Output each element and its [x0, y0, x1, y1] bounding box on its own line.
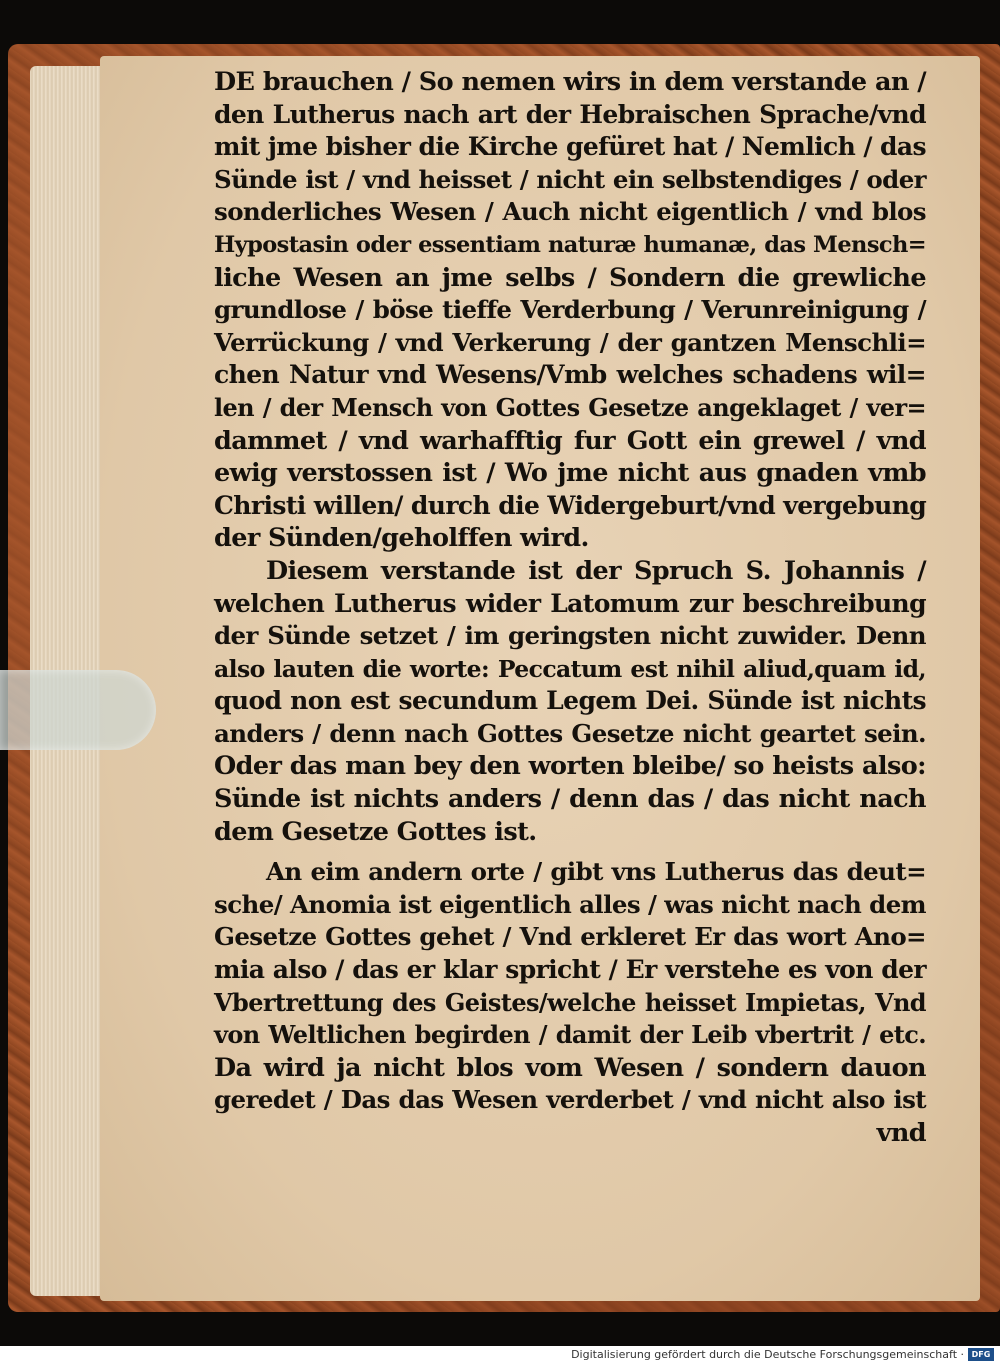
text-line: len / der Mensch von Gottes Gesetze angeklaget / ver=: [214, 392, 926, 422]
text-line: mia also / das er klar spricht / Er verstehe es von der: [214, 955, 926, 985]
text-line: An eim andern orte / gibt vns Lutherus das deut=: [266, 857, 926, 887]
text-line: Verrückung / vnd Verkerung / der gantzen Menschli=: [214, 327, 926, 357]
text-line: Vbertrettung des Geistes/welche heisset Impietas, Vnd: [214, 987, 926, 1017]
dfg-logo[interactable]: DFG: [968, 1348, 994, 1361]
text-line: dem Gesetze Gottes ist.: [214, 816, 537, 847]
digitization-footer: [0, 1346, 1000, 1364]
funding-notice: Digitalisierung gefördert durch die Deutsche Forschungsgemeinschaft ·: [571, 1348, 964, 1361]
text-line: mit jme bisher die Kirche gefüret hat / Nemlich / das: [214, 132, 926, 162]
text-line: dammet / vnd warhafftig fur Gott ein grewel / vnd: [214, 425, 926, 456]
text-line: quod non est secundum Legem Dei. Sünde ist nichts: [214, 686, 926, 716]
text-line: welchen Lutherus wider Latomum zur beschreibung: [214, 588, 926, 618]
text-line: also lauten die worte: Peccatum est nihil aliud,quam id,: [214, 654, 926, 683]
catchword: vnd: [876, 1118, 926, 1148]
text-line: Sünde ist / vnd heisset / nicht ein selbstendiges / oder: [214, 164, 926, 194]
text-line: sche/ Anomia ist eigentlich alles / was nicht nach dem: [214, 889, 927, 919]
text-line: chen Natur vnd Wesens/Vmb welches schadens wil=: [214, 360, 926, 390]
page-text: [214, 66, 926, 1150]
text-line: DE brauchen / So nemen wirs in dem verstande an /: [214, 67, 926, 97]
text-line: Hypostasin oder essentiam naturæ humanæ, das Mensch=: [214, 231, 926, 258]
text-line: Diesem verstande ist der Spruch S. Johannis /: [266, 555, 926, 586]
bookmark-strip: [0, 670, 156, 750]
text-line: Christi willen/ durch die Widergeburt/vnd vergebung: [214, 490, 927, 520]
text-line: anders / denn nach Gottes Gesetze nicht geartet sein.: [214, 718, 926, 748]
text-line: Sünde ist nichts anders / denn das / das nicht nach: [214, 784, 926, 815]
text-line: von Weltlichen begirden / damit der Leib vbertrit / etc.: [214, 1020, 926, 1050]
text-line: liche Wesen an jme selbs / Sondern die grewliche: [214, 262, 926, 293]
text-line: ewig verstossen ist / Wo jme nicht aus gnaden vmb: [214, 458, 926, 489]
text-line: der Sünden/geholffen wird.: [214, 523, 589, 554]
text-line: Da wird ja nicht blos vom Wesen / sondern dauon: [214, 1052, 926, 1083]
text-line: geredet / Das das Wesen verderbet / vnd nicht also ist: [214, 1085, 926, 1115]
text-line: der Sünde setzet / im geringsten nicht zuwider. Denn: [214, 621, 926, 651]
text-line: Gesetze Gottes gehet / Vnd erkleret Er das wort Ano=: [214, 922, 926, 952]
text-line: Oder das man bey den worten bleibe/ so heists also:: [214, 751, 926, 782]
text-line: den Lutherus nach art der Hebraischen Sprache/vnd: [214, 99, 926, 129]
text-line: grundlose / böse tieffe Verderbung / Verunreinigung /: [214, 295, 926, 325]
text-line: sonderliches Wesen / Auch nicht eigentlich / vnd blos: [214, 197, 926, 227]
